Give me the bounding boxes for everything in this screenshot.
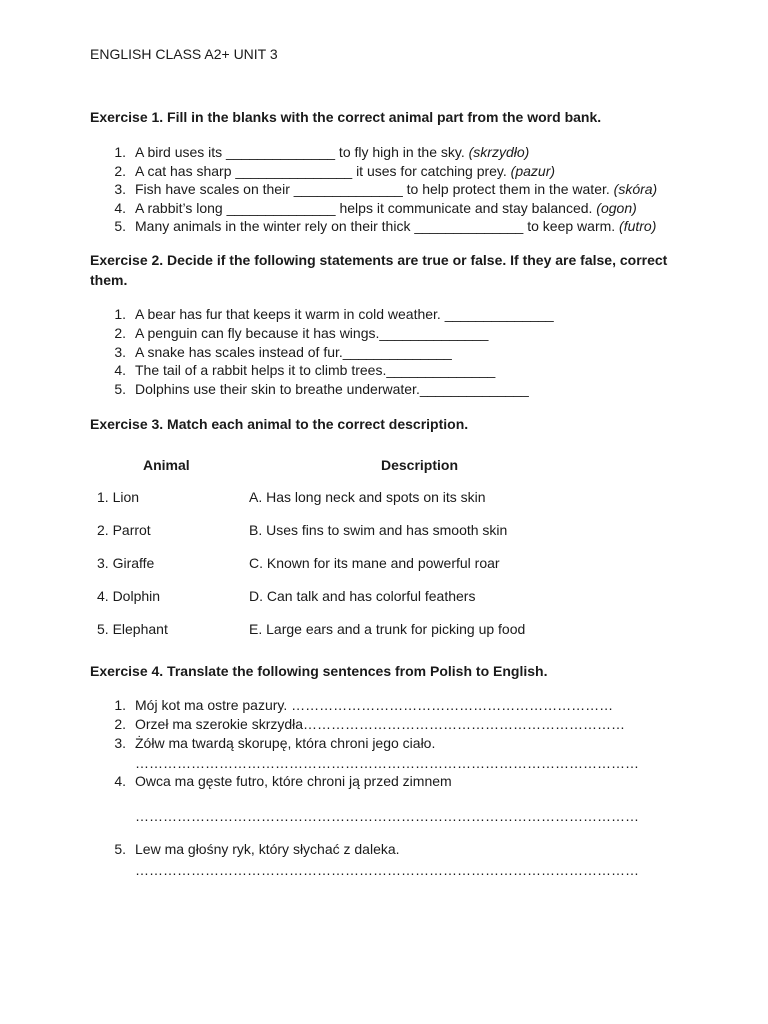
ex4-item: Żółw ma twardą skorupę, która chroni jego ciało. bbox=[135, 735, 436, 751]
ex1-item-number: 5. bbox=[114, 218, 126, 234]
match-animal: 4. Dolphin bbox=[97, 588, 161, 604]
ex1-item bbox=[135, 199, 637, 217]
match-description: A. Has long neck and spots on its skin bbox=[249, 489, 486, 505]
ex1-item-hint: (pazur) bbox=[510, 163, 556, 179]
ex4-item: Owca ma gęste futro, które chroni ją przed zimnem bbox=[135, 773, 452, 789]
ex2-item: A snake has scales instead of fur.______________ bbox=[135, 344, 452, 360]
column-header-animal: Animal bbox=[143, 457, 190, 473]
ex4-item-number: 1. bbox=[114, 697, 126, 713]
ex1-item bbox=[135, 162, 555, 180]
ex1-item-text: A rabbit’s long ______________ helps it communicate and stay balanced. bbox=[135, 200, 597, 216]
exercise-4-heading: Exercise 4. Translate the following sentences from Polish to English. bbox=[90, 663, 548, 679]
ex4-item: Mój kot ma ostre pazury. …………………………………………………………… bbox=[135, 697, 614, 713]
ex4-item-number: 3. bbox=[114, 735, 126, 751]
ex2-item-number: 3. bbox=[114, 344, 126, 360]
ex2-item-number: 5. bbox=[114, 381, 126, 397]
column-header-description: Description bbox=[381, 457, 459, 473]
ex4-item-number: 4. bbox=[114, 773, 126, 789]
ex1-item-hint: (ogon) bbox=[596, 200, 637, 216]
ex1-item-number: 1. bbox=[114, 144, 126, 160]
ex4-item-number: 2. bbox=[114, 716, 126, 732]
page-title: ENGLISH CLASS A2+ UNIT 3 bbox=[90, 46, 278, 62]
ex2-item: The tail of a rabbit helps it to climb trees.______________ bbox=[135, 362, 496, 378]
exercise-3-heading: Exercise 3. Match each animal to the correct description. bbox=[90, 416, 469, 432]
ex4-item-number: 5. bbox=[114, 841, 126, 857]
match-description: D. Can talk and has colorful feathers bbox=[249, 588, 476, 604]
ex2-item: A penguin can fly because it has wings.______________ bbox=[135, 325, 489, 341]
exercise-1-heading: Exercise 1. Fill in the blanks with the correct animal part from the word bank. bbox=[90, 109, 602, 125]
ex1-item bbox=[135, 180, 657, 198]
ex1-item bbox=[135, 217, 656, 235]
ex1-item-hint: (futro) bbox=[619, 218, 657, 234]
ex2-item-number: 1. bbox=[114, 306, 126, 322]
ex1-item-number: 4. bbox=[114, 200, 126, 216]
ex4-item: Lew ma głośny ryk, który słychać z daleka. bbox=[135, 841, 400, 857]
match-animal: 5. Elephant bbox=[97, 621, 168, 637]
answer-dotted-line: ……………………………………………………………………………………………… bbox=[135, 755, 639, 771]
ex1-item-text: Many animals in the winter rely on their thick ______________ to keep warm. bbox=[135, 218, 620, 234]
match-description: B. Uses fins to swim and has smooth skin bbox=[249, 522, 508, 538]
match-animal: 3. Giraffe bbox=[97, 555, 155, 571]
ex4-item: Orzeł ma szerokie skrzydła…………………………………………………………… bbox=[135, 716, 626, 732]
ex2-item: A bear has fur that keeps it warm in cold weather. ______________ bbox=[135, 306, 554, 322]
ex1-item bbox=[135, 143, 529, 161]
answer-dotted-line: ……………………………………………………………………………………………… bbox=[135, 808, 639, 824]
exercise-2-heading: Exercise 2. Decide if the following statements are true or false. If they are false, correct them. bbox=[90, 252, 668, 288]
match-animal: 1. Lion bbox=[97, 489, 140, 505]
ex2-item: Dolphins use their skin to breathe underwater.______________ bbox=[135, 381, 529, 397]
ex1-item-hint: (skóra) bbox=[613, 181, 658, 197]
match-description: C. Known for its mane and powerful roar bbox=[249, 555, 500, 571]
ex1-item-text: A bird uses its ______________ to fly high in the sky. bbox=[135, 144, 469, 160]
match-description: E. Large ears and a trunk for picking up food bbox=[249, 621, 526, 637]
ex1-item-number: 3. bbox=[114, 181, 126, 197]
match-animal: 2. Parrot bbox=[97, 522, 151, 538]
ex2-item-number: 2. bbox=[114, 325, 126, 341]
ex2-item-number: 4. bbox=[114, 362, 126, 378]
answer-dotted-line: ……………………………………………………………………………………………… bbox=[135, 862, 639, 878]
ex1-item-hint: (skrzydło) bbox=[468, 144, 530, 160]
ex1-item-text: Fish have scales on their ______________ to help protect them in the water. bbox=[135, 181, 614, 197]
ex1-item-number: 2. bbox=[114, 163, 126, 179]
ex1-item-text: A cat has sharp _______________ it uses for catching prey. bbox=[135, 163, 511, 179]
